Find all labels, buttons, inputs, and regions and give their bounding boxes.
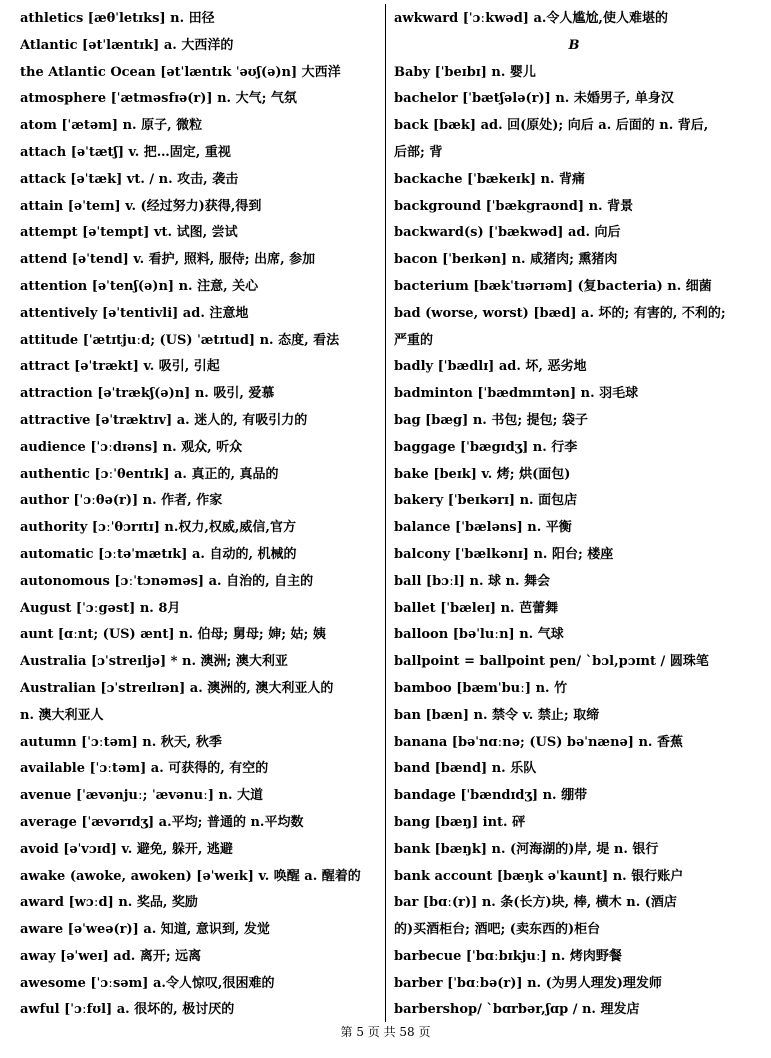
vocabulary-entry: award [wɔːd] n. 奖品, 奖励 — [20, 895, 198, 911]
vocabulary-entry: balance [ˈbæləns] n. 平衡 — [394, 520, 572, 536]
vocabulary-entry: attentively [əˈtentivli] ad. 注意地 — [20, 305, 249, 321]
vocabulary-entry: attention [əˈtenʃ(ə)n] n. 注意, 关心 — [20, 278, 259, 294]
vocabulary-entry: attack [əˈtæk] vt. / n. 攻击, 袭击 — [20, 171, 239, 187]
vocabulary-entry: band [bænd] n. 乐队 — [394, 761, 537, 777]
vocabulary-entry: attach [əˈtætʃ] v. 把…固定, 重视 — [20, 144, 231, 160]
vocabulary-entry: attract [əˈtrækt] v. 吸引, 引起 — [20, 359, 220, 375]
vocabulary-entry: bad (worse, worst) [bæd] a. 坏的; 有害的, 不利的; — [394, 305, 726, 321]
vocabulary-entry: attraction [əˈtrækʃ(ə)n] n. 吸引, 爱慕 — [20, 386, 275, 402]
vocabulary-entry: balcony [ˈbælkənɪ] n. 阳台; 楼座 — [394, 546, 614, 562]
vocabulary-entry: badly [ˈbædlɪ] ad. 坏, 恶劣地 — [394, 359, 587, 375]
vocabulary-entry: athletics [æθˈletɪks] n. 田径 — [20, 11, 215, 26]
vocabulary-entry: n. 澳大利亚人 — [20, 707, 104, 723]
vocabulary-entry: ballet [ˈbæleɪ] n. 芭蕾舞 — [394, 600, 559, 616]
vocabulary-entry: attempt [əˈtempt] vt. 试图, 尝试 — [20, 225, 238, 241]
vocabulary-entry: awesome [ˈɔːsəm] a.令人惊叹,很困难的 — [20, 975, 275, 991]
vocabulary-entry: bag [bæg] n. 书包; 提包; 袋子 — [394, 412, 588, 428]
vocabulary-entry: bar [bɑː(r)] n. 条(长方)块, 棒, 横木 n. (酒店 — [394, 895, 677, 911]
vocabulary-entry: bachelor [ˈbætʃələ(r)] n. 未婚男子, 单身汉 — [394, 91, 674, 107]
vocabulary-entry: Australian [ɔˈstreɪlɪən] a. 澳洲的, 澳大利亚人的 — [20, 680, 334, 696]
vocabulary-entry: balloon [bəˈluːn] n. 气球 — [394, 627, 564, 643]
section-letter-heading: B — [568, 37, 580, 53]
vocabulary-entry: banana [bəˈnɑːnə; (US) bəˈnænə] n. 香蕉 — [394, 734, 683, 750]
vocabulary-entry: atom [ˈætəm] n. 原子, 微粒 — [20, 118, 203, 134]
vocabulary-entry: aware [əˈweə(r)] a. 知道, 意识到, 发觉 — [20, 922, 270, 938]
vocabulary-entry: August [ˈɔːgəst] n. 8月 — [20, 600, 181, 616]
vocabulary-entry: average [ˈævərɪdʒ] a.平均; 普通的 n.平均数 — [20, 814, 304, 830]
vocabulary-entry: backache [ˈbækeɪk] n. 背痛 — [394, 171, 586, 187]
vocabulary-entry: barber [ˈbɑːbə(r)] n. (为男人理发)理发师 — [394, 975, 662, 991]
vocabulary-entry: the Atlantic Ocean [ətˈlæntɪk ˈəʊʃ(ə)n] 大西洋 — [20, 64, 341, 80]
vocabulary-entry: avenue [ˈævənjuː; ˈævənuː] n. 大道 — [20, 788, 264, 804]
vocabulary-entry: attain [əˈteɪn] v. (经过努力)获得,得到 — [20, 198, 262, 214]
vocabulary-entry: awful [ˈɔːfʊl] a. 很坏的, 极讨厌的 — [20, 1002, 235, 1018]
vocabulary-entry: away [əˈweɪ] ad. 离开; 远离 — [20, 948, 202, 964]
vocabulary-entry: bank account [bæŋk əˈkaunt] n. 银行账户 — [394, 868, 684, 884]
vocabulary-entry: back [bæk] ad. 回(原处); 向后 a. 后面的 n. 背后, — [394, 118, 709, 134]
vocabulary-entry: Atlantic [ətˈlæntɪk] a. 大西洋的 — [20, 37, 234, 53]
vocabulary-entry: automatic [ɔːtəˈmætɪk] a. 自动的, 机械的 — [20, 546, 297, 562]
vocabulary-entry: baggage [ˈbægɪdʒ] n. 行李 — [394, 439, 578, 455]
vocabulary-entry: ballpoint = ballpoint pen/ ˋbɔl,pɔɪnt / 圆珠笔 — [394, 654, 709, 670]
vocabulary-entry: bacterium [bækˈtɪərɪəm] (复bacteria) n. 细菌 — [394, 278, 712, 294]
vocabulary-entry: autumn [ˈɔːtəm] n. 秋天, 秋季 — [20, 734, 222, 750]
vocabulary-entry: bacon [ˈbeɪkən] n. 咸猪肉; 熏猪肉 — [394, 252, 618, 268]
vocabulary-entry: author [ˈɔːθə(r)] n. 作者, 作家 — [20, 493, 223, 509]
vocabulary-entry: Baby [ˈbeɪbɪ] n. 婴儿 — [394, 64, 536, 80]
vocabulary-entry: available [ˈɔːtəm] a. 可获得的, 有空的 — [20, 761, 269, 777]
vocabulary-entry: authentic [ɔːˈθentɪk] a. 真正的, 真品的 — [20, 466, 279, 482]
vocabulary-entry: barbecue [ˈbɑːbɪkjuː] n. 烤肉野餐 — [394, 948, 622, 964]
vocabulary-entry: audience [ˈɔːdɪəns] n. 观众, 听众 — [20, 439, 243, 455]
vocabulary-entry: 的)买酒柜台; 酒吧; (卖东西的)柜台 — [394, 922, 601, 938]
vocabulary-entry: bang [bæŋ] int. 砰 — [394, 814, 526, 830]
vocabulary-entry: ball [bɔːl] n. 球 n. 舞会 — [394, 573, 551, 589]
vocabulary-entry: bakery [ˈbeɪkərɪ] n. 面包店 — [394, 493, 578, 509]
vocabulary-entry: bandage [ˈbændɪdʒ] n. 绷带 — [394, 788, 588, 804]
column-divider — [385, 4, 386, 1022]
vocabulary-entry: Australia [ɔˈstreɪljə] * n. 澳洲; 澳大利亚 — [20, 654, 288, 670]
vocabulary-entry: bank [bæŋk] n. (河海湖的)岸, 堤 n. 银行 — [394, 841, 659, 857]
left-column — [20, 6, 380, 1023]
vocabulary-entry: background [ˈbækgraʊnd] n. 背景 — [394, 198, 634, 214]
vocabulary-entry: attitude [ˈætɪtjuːd; (US) ˈætɪtud] n. 态度, 看法 — [20, 332, 340, 348]
vocabulary-entry: authority [ɔːˈθɔrɪtɪ] n.权力,权威,威信,官方 — [20, 520, 296, 536]
vocabulary-entry: 严重的 — [394, 332, 434, 348]
vocabulary-entry: badminton [ˈbædmɪntən] n. 羽毛球 — [394, 386, 639, 402]
vocabulary-entry: ban [bæn] n. 禁令 v. 禁止; 取缔 — [394, 707, 600, 723]
vocabulary-entry: awake (awoke, awoken) [əˈweɪk] v. 唤醒 a. 醒着的 — [20, 868, 361, 884]
vocabulary-entry: autonomous [ɔːˈtɔnəməs] a. 自治的, 自主的 — [20, 573, 314, 589]
vocabulary-entry: attend [əˈtend] v. 看护, 照料, 服侍; 出席, 参加 — [20, 252, 316, 268]
vocabulary-entry: avoid [əˈvɔɪd] v. 避免, 躲开, 逃避 — [20, 841, 233, 857]
vocabulary-entry: awkward [ˈɔːkwəd] a.令人尴尬,使人难堪的 — [394, 11, 668, 26]
vocabulary-entry: bamboo [bæmˈbuː] n. 竹 — [394, 680, 568, 696]
vocabulary-entry: 后部; 背 — [394, 144, 443, 160]
vocabulary-entry: backward(s) [ˈbækwəd] ad. 向后 — [394, 225, 621, 241]
vocabulary-entry: attractive [əˈtræktɪv] a. 迷人的, 有吸引力的 — [20, 412, 308, 428]
page-footer: 第 5 页 共 58 页 — [340, 1025, 431, 1039]
vocabulary-entry: barbershop/ ˋbɑrbər,ʃɑp / n. 理发店 — [394, 1002, 640, 1018]
vocabulary-entry: atmosphere [ˈætməsfɪə(r)] n. 大气; 气氛 — [20, 91, 297, 107]
vocabulary-entry: bake [beɪk] v. 烤; 烘(面包) — [394, 466, 571, 482]
vocabulary-entry: aunt [ɑːnt; (US) ænt] n. 伯母; 舅母; 婶; 姑; 姨 — [20, 627, 326, 643]
right-column — [394, 6, 754, 1023]
